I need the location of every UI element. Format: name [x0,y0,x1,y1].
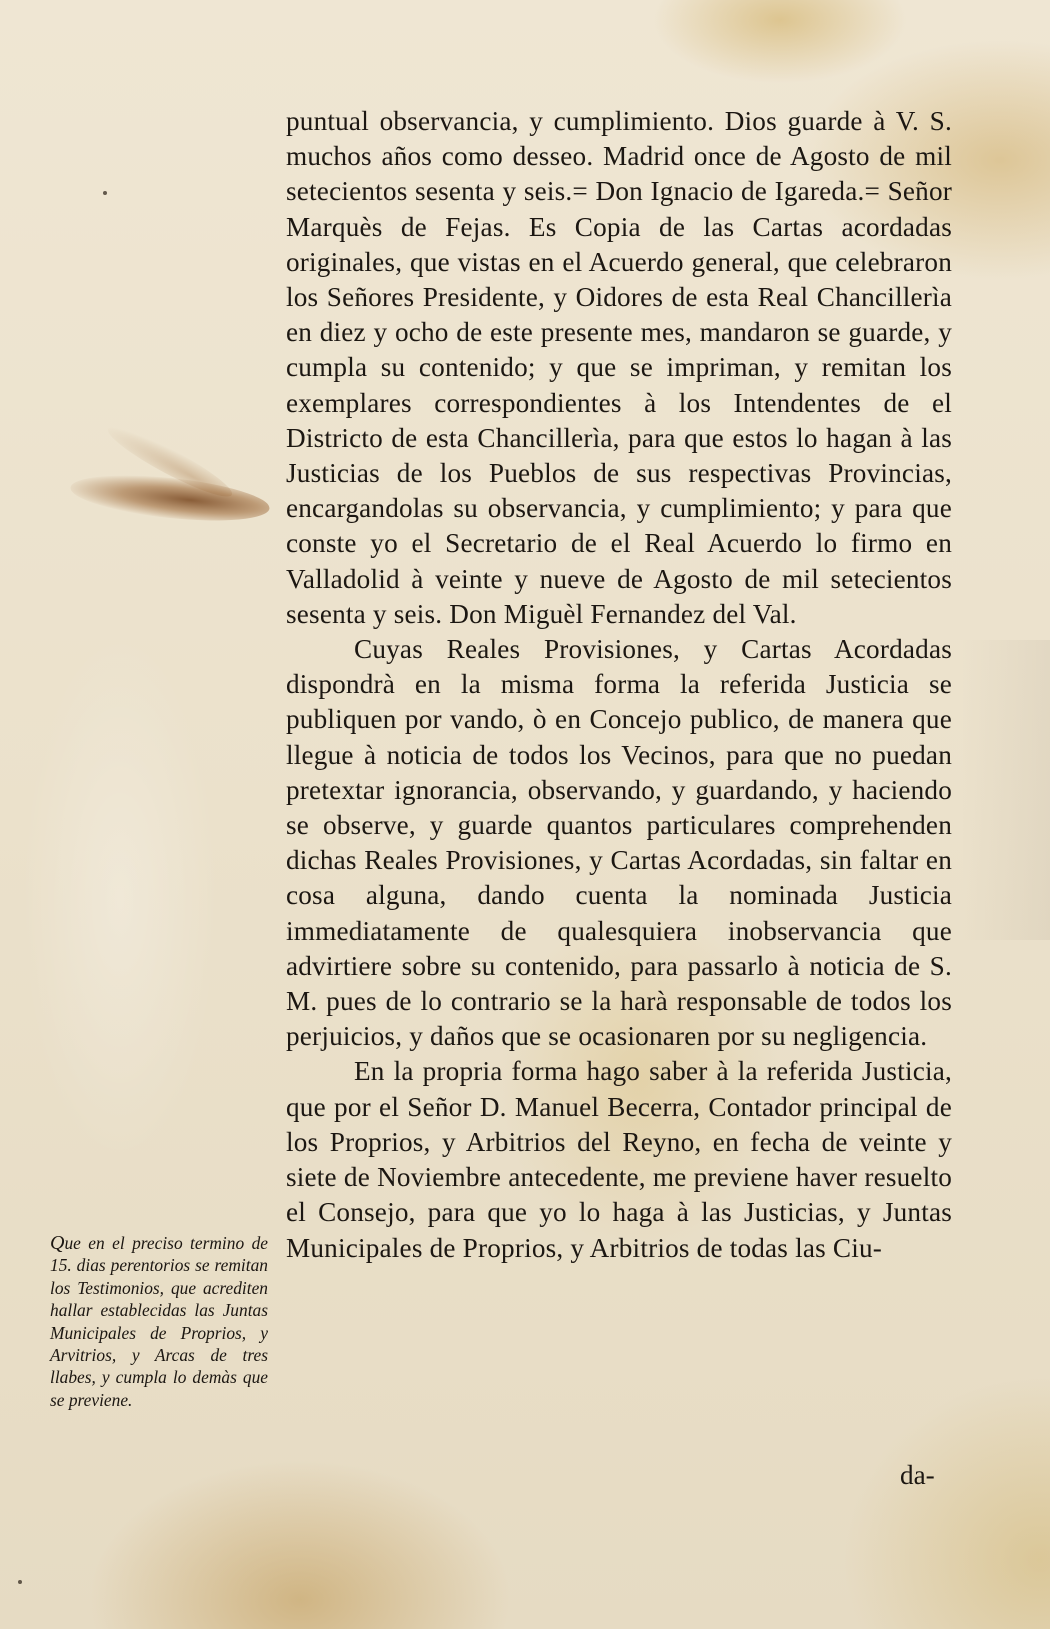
speck-mark [103,191,107,195]
paragraph-1: puntual observancia, y cumplimiento. Dios guarde à V. S. muchos años como desseo. Madrid once de Agosto de mil setecientos sesenta y seis.= Don Ignacio de Igareda.= Señor Marquès de Fejas. Es Copia de las Cartas acordadas originales, que vistas en el Acuerdo general, que celebraron los Señores Presidente, y Oidores de esta Real Chancillerìa en diez y ocho de este presente mes, mandaron se guarde, y cumpla su contenido; y que se impriman, y remitan los exemplares correspondientes à los Intendentes de el Districto de esta Chancillerìa, para que estos lo hagan à las Justicias de los Pueblos de sus respectivas Provincias, encargandolas su observancia, y cumplimiento; y para que conste yo el Secretario de el Real Acuerdo lo firmo en Valladolid à veinte y nueve de Agosto de mil setecientos sesenta y seis. Don Miguèl Fernandez del Val. [286,106,952,629]
catchword: da- [900,1460,935,1490]
paragraph-3: En la propria forma hago saber à la referida Justicia, que por el Señor D. Manuel Becerra, Contador principal de los Proprios, y Arbitrios del Reyno, en fecha de veinte y siete de Noviembre antecedente, me previene haver resuelto el Consejo, para que yo lo haga à las Justicias, y Juntas Municipales de Proprios, y Arbitrios de todas las Ciu- [286,1056,952,1263]
speck-mark [18,1580,22,1584]
paragraph-2: Cuyas Reales Provisiones, y Cartas Acordadas dispondrà en la misma forma la referida Justicia se publiquen por vando, ò en Concejo publico, de manera que llegue à noticia de todos los Vecinos, para que no puedan pretextar ignorancia, observando, y guardando, y haciendo se observe, y guarde quantos particulares comprehenden dichas Reales Provisiones, y Cartas Acordadas, sin faltar en cosa alguna, dando cuenta la nominada Justicia immediatamente de qualesquiera inobservancia que advirtiere sobre su contenido, para passarlo à noticia de S. M. pues de lo contrario se la harà responsable de todos los perjuicios, y daños que se ocasionaren por su negligencia. [286,634,952,1052]
show-through-bleed [960,640,1050,940]
main-text-column [286,104,952,1266]
ink-blot-stain [68,468,271,529]
marginal-note: Que en el preciso termino de 15. dias perentorios se remitan los Testimonios, que acrediten hallar establecidas las Juntas Municipales de Proprios, y Arvitrios, y Arcas de tres llabes, y cumpla lo demàs que se previene. [50,1232,268,1410]
